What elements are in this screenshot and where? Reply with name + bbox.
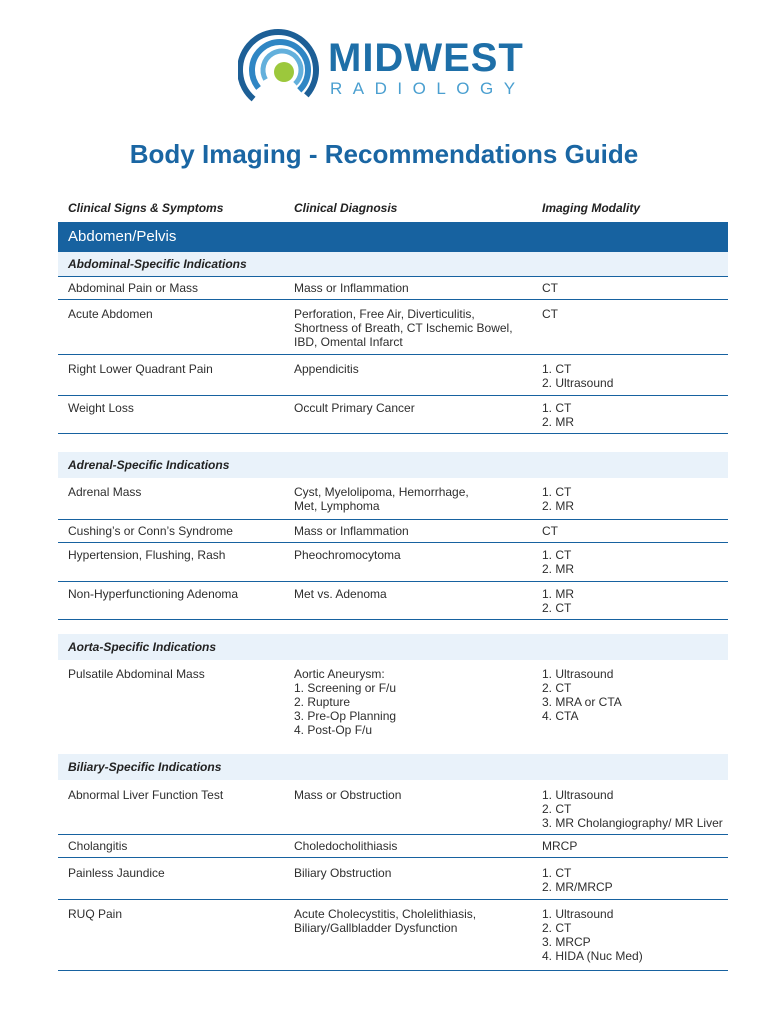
cell-modality: CT bbox=[542, 307, 558, 321]
group-heading: Adrenal-Specific Indications bbox=[58, 452, 728, 478]
logo-swirl-icon bbox=[238, 28, 322, 112]
logo-name: MIDWEST bbox=[328, 36, 524, 80]
cell-modality: 1. CT 2. MR bbox=[542, 401, 575, 429]
cell-sign: Abnormal Liver Function Test bbox=[68, 788, 224, 802]
cell-modality: 1. CT 2. MR bbox=[542, 548, 575, 576]
midwest-radiology-logo bbox=[238, 28, 538, 112]
cell-sign: Hypertension, Flushing, Rash bbox=[68, 548, 226, 562]
cell-modality: CT bbox=[542, 281, 558, 295]
cell-sign: Cholangitis bbox=[68, 839, 128, 853]
cell-sign: Weight Loss bbox=[68, 401, 134, 415]
table-row bbox=[58, 543, 728, 582]
cell-diagnosis: Cyst, Myelolipoma, Hemorrhage, Met, Lymphoma bbox=[294, 485, 469, 513]
group-heading: Aorta-Specific Indications bbox=[58, 634, 728, 660]
table-row bbox=[58, 520, 728, 543]
table-row bbox=[58, 858, 728, 900]
cell-diagnosis: Mass or Inflammation bbox=[294, 281, 409, 295]
table-row bbox=[58, 277, 728, 300]
column-header-signs: Clinical Signs & Symptoms bbox=[68, 201, 224, 215]
cell-diagnosis: Appendicitis bbox=[294, 362, 359, 376]
cell-modality: 1. MR 2. CT bbox=[542, 587, 575, 615]
cell-sign: Abdominal Pain or Mass bbox=[68, 281, 199, 295]
cell-modality: 1. Ultrasound 2. CT 3. MR Cholangiography/ MR Liver bbox=[542, 788, 723, 830]
cell-sign: Adrenal Mass bbox=[68, 485, 142, 499]
cell-sign: Acute Abdomen bbox=[68, 307, 153, 321]
cell-sign: RUQ Pain bbox=[68, 907, 123, 921]
cell-modality: 1. CT 2. MR/MRCP bbox=[542, 866, 613, 894]
table-row bbox=[58, 582, 728, 620]
cell-diagnosis: Met vs. Adenoma bbox=[294, 587, 387, 601]
section-bar: Abdomen/Pelvis bbox=[58, 222, 728, 252]
table-row bbox=[58, 396, 728, 434]
column-header-modality: Imaging Modality bbox=[542, 201, 641, 215]
cell-diagnosis: Pheochromocytoma bbox=[294, 548, 401, 562]
cell-sign: Non-Hyperfunctioning Adenoma bbox=[68, 587, 239, 601]
cell-diagnosis: Mass or Obstruction bbox=[294, 788, 402, 802]
table-row bbox=[58, 300, 728, 355]
cell-modality: 1. CT 2. MR bbox=[542, 485, 575, 513]
cell-diagnosis: Biliary Obstruction bbox=[294, 866, 392, 880]
cell-diagnosis: Aortic Aneurysm: 1. Screening or F/u 2. Rupture 3. Pre-Op Planning 4. Post-Op F/u bbox=[294, 667, 397, 737]
cell-sign: Pulsatile Abdominal Mass bbox=[68, 667, 205, 681]
cell-diagnosis: Occult Primary Cancer bbox=[294, 401, 415, 415]
table-row bbox=[58, 900, 728, 971]
cell-modality: 1. Ultrasound 2. CT 3. MRA or CTA 4. CTA bbox=[542, 667, 622, 723]
table-row bbox=[58, 780, 728, 835]
table-row bbox=[58, 660, 728, 745]
cell-modality: 1. Ultrasound 2. CT 3. MRCP 4. HIDA (Nuc Med) bbox=[542, 907, 643, 963]
cell-diagnosis: Acute Cholecystitis, Cholelithiasis, Biliary/Gallbladder Dysfunction bbox=[294, 907, 477, 935]
table-row bbox=[58, 355, 728, 396]
cell-sign: Right Lower Quadrant Pain bbox=[68, 362, 213, 376]
cell-modality: 1. CT 2. Ultrasound bbox=[542, 362, 614, 390]
column-header-diagnosis: Clinical Diagnosis bbox=[294, 201, 398, 215]
cell-diagnosis: Mass or Inflammation bbox=[294, 524, 409, 538]
group-heading: Abdominal-Specific Indications bbox=[58, 252, 728, 276]
cell-diagnosis: Perforation, Free Air, Diverticulitis, Shortness of Breath, CT Ischemic Bowel, IBD, Omental Infarct bbox=[294, 307, 513, 349]
cell-modality: CT bbox=[542, 524, 558, 538]
cell-sign: Painless Jaundice bbox=[68, 866, 165, 880]
table-row bbox=[58, 835, 728, 858]
logo-subtitle: RADIOLOGY bbox=[330, 79, 526, 98]
table-row bbox=[58, 478, 728, 520]
cell-modality: MRCP bbox=[542, 839, 578, 853]
group-heading: Biliary-Specific Indications bbox=[58, 754, 728, 780]
page-title: Body Imaging - Recommendations Guide bbox=[129, 139, 639, 169]
cell-sign: Cushing’s or Conn’s Syndrome bbox=[68, 524, 233, 538]
cell-diagnosis: Choledocholithiasis bbox=[294, 839, 398, 853]
